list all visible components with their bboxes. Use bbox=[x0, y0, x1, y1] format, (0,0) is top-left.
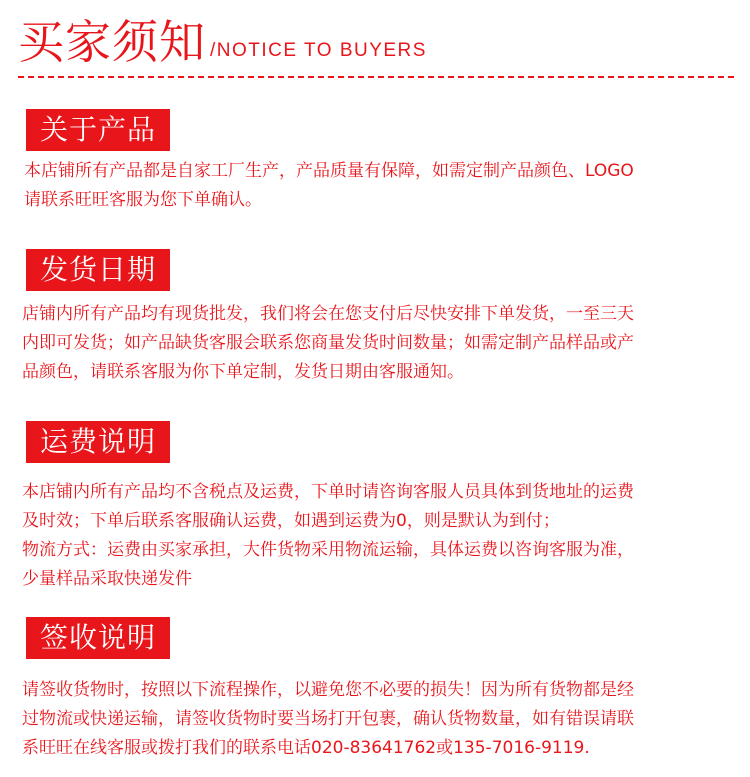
section-body bbox=[22, 676, 634, 763]
section-body bbox=[24, 157, 634, 215]
body-line: 店铺内所有产品均有现货批发，我们将会在您支付后尽快安排下单发货，一至三天 bbox=[22, 304, 634, 324]
body-line: 请签收货物时，按照以下流程操作，以避免您不必要的损失！因为所有货物都是经 bbox=[22, 680, 634, 700]
page-subtitle: /NOTICE TO BUYERS bbox=[210, 40, 427, 61]
page-header bbox=[18, 10, 427, 70]
body-line: 物流方式：运费由买家承担，大件货物采用物流运输，具体运费以咨询客服为准， bbox=[22, 540, 634, 560]
header-divider bbox=[18, 76, 734, 78]
section-heading: 签收说明 bbox=[26, 617, 170, 659]
body-line: 及时效；下单后联系客服确认运费，如遇到运费为0，则是默认为到付； bbox=[22, 511, 560, 531]
page-title: 买家须知 bbox=[18, 15, 206, 69]
body-line: 过物流或快递运输，请签收货物时要当场打开包裹，确认货物数量，如有错误请联 bbox=[22, 709, 634, 729]
section-heading: 关于产品 bbox=[26, 109, 170, 151]
section-heading: 运费说明 bbox=[26, 421, 170, 463]
body-line: 请联系旺旺客服为您下单确认。 bbox=[24, 190, 262, 210]
body-line: 系旺旺在线客服或拨打我们的联系电话020-83641762或135-7016-9119. bbox=[22, 738, 590, 758]
body-line: 内即可发货；如产品缺货客服会联系您商量发货时间数量；如需定制产品样品或产 bbox=[22, 333, 634, 353]
body-line: 品颜色，请联系客服为你下单定制，发货日期由客服通知。 bbox=[22, 362, 464, 382]
body-line: 本店铺内所有产品均不含税点及运费，下单时请咨询客服人员具体到货地址的运费 bbox=[22, 482, 634, 502]
section-body bbox=[22, 300, 634, 387]
section-heading: 发货日期 bbox=[26, 249, 170, 291]
body-line: 少量样品采取快递发件 bbox=[22, 569, 192, 589]
section-body bbox=[22, 478, 634, 594]
body-line: 本店铺所有产品都是自家工厂生产，产品质量有保障，如需定制产品颜色、LOGO bbox=[24, 161, 634, 181]
